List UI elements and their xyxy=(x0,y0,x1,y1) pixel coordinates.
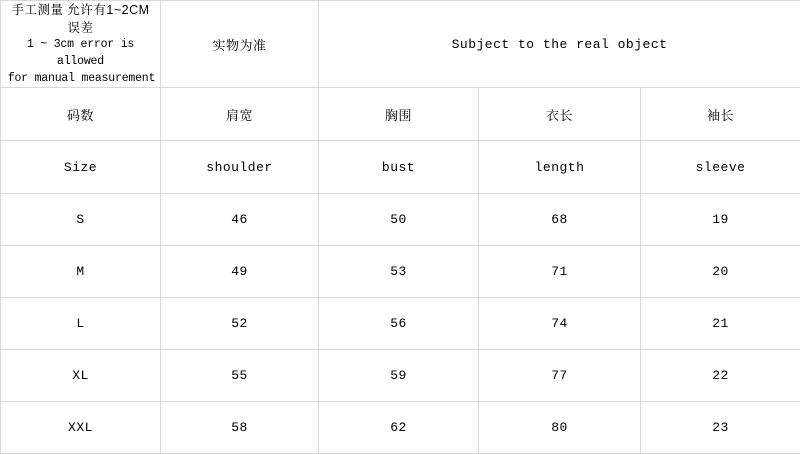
header-en-sleeve: sleeve xyxy=(641,141,800,194)
cell-bust: 56 xyxy=(319,298,479,350)
header-cn-length: 衣长 xyxy=(479,88,641,141)
table-row xyxy=(1,350,800,402)
cell-shoulder: 58 xyxy=(161,402,319,454)
table-row xyxy=(1,298,800,350)
cell-size: L xyxy=(1,298,161,350)
table-row xyxy=(1,246,800,298)
table-row-note xyxy=(1,1,800,88)
cell-size: XXL xyxy=(1,402,161,454)
cell-bust: 53 xyxy=(319,246,479,298)
measurement-note-line-en-2: for manual measurement xyxy=(5,71,156,88)
header-en-shoulder: shoulder xyxy=(161,141,319,194)
table-row-headers-cn xyxy=(1,88,800,141)
cell-shoulder: 55 xyxy=(161,350,319,402)
header-cn-shoulder: 肩宽 xyxy=(161,88,319,141)
table-row xyxy=(1,194,800,246)
cell-size: M xyxy=(1,246,161,298)
measurement-note-cell xyxy=(1,1,161,88)
header-cn-size: 码数 xyxy=(1,88,161,141)
cell-shoulder: 46 xyxy=(161,194,319,246)
header-en-bust: bust xyxy=(319,141,479,194)
cell-length: 74 xyxy=(479,298,641,350)
cell-sleeve: 22 xyxy=(641,350,800,402)
subject-en-cell: Subject to the real object xyxy=(319,1,800,88)
cell-length: 68 xyxy=(479,194,641,246)
cell-length: 77 xyxy=(479,350,641,402)
table-row xyxy=(1,402,800,454)
cell-sleeve: 19 xyxy=(641,194,800,246)
cell-length: 80 xyxy=(479,402,641,454)
cell-shoulder: 49 xyxy=(161,246,319,298)
cell-size: S xyxy=(1,194,161,246)
subject-cn-cell: 实物为准 xyxy=(161,1,319,88)
cell-sleeve: 20 xyxy=(641,246,800,298)
cell-size: XL xyxy=(1,350,161,402)
cell-sleeve: 21 xyxy=(641,298,800,350)
cell-length: 71 xyxy=(479,246,641,298)
header-cn-bust: 胸围 xyxy=(319,88,479,141)
cell-bust: 59 xyxy=(319,350,479,402)
cell-sleeve: 23 xyxy=(641,402,800,454)
header-en-size: Size xyxy=(1,141,161,194)
cell-bust: 50 xyxy=(319,194,479,246)
header-cn-sleeve: 袖长 xyxy=(641,88,800,141)
measurement-note-line-cn: 手工测量 允许有1~2CM误差 xyxy=(5,1,156,37)
measurement-note-line-en-1: 1 ~ 3cm error is allowed xyxy=(5,37,156,70)
table-row-headers-en xyxy=(1,141,800,194)
header-en-length: length xyxy=(479,141,641,194)
cell-bust: 62 xyxy=(319,402,479,454)
cell-shoulder: 52 xyxy=(161,298,319,350)
